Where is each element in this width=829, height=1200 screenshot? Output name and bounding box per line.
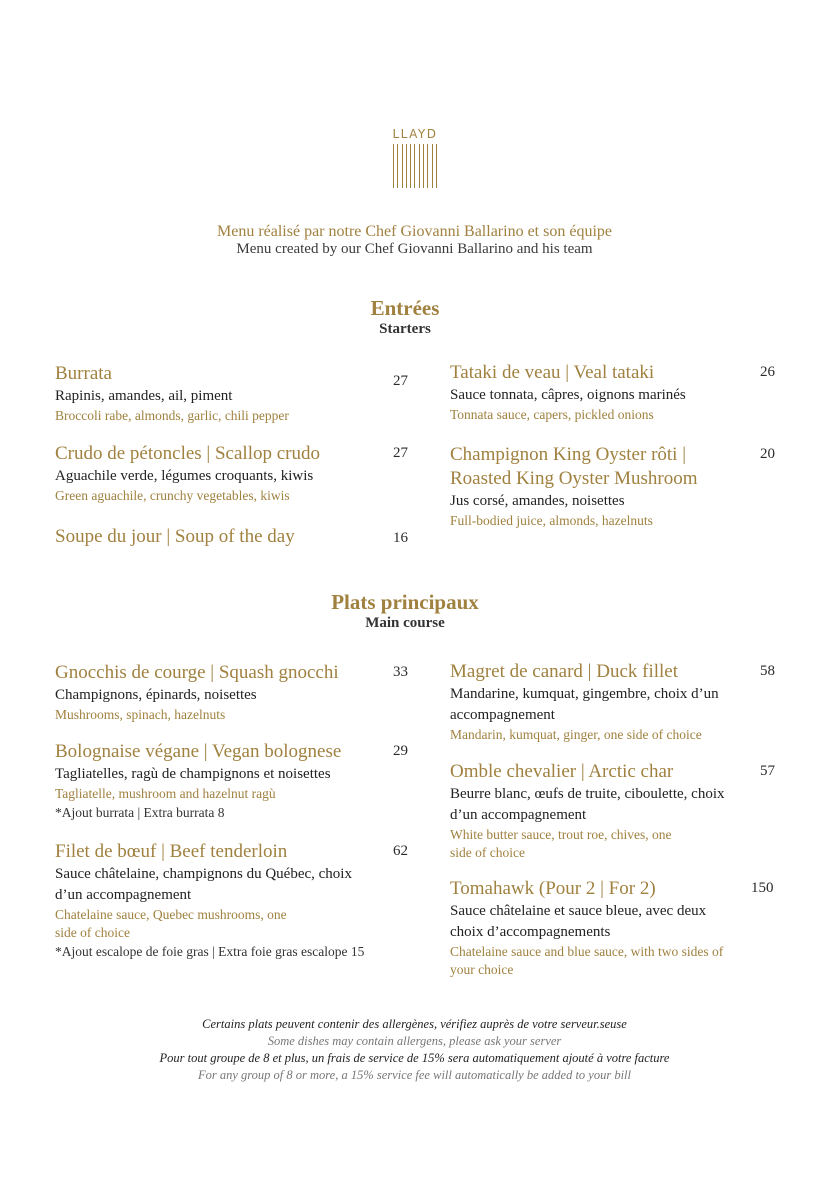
item-name: Gnocchis de courge | Squash gnocchi [55, 662, 339, 683]
item-desc-fr: Mandarine, kumquat, gingembre, choix d’un accompagnement [450, 686, 719, 723]
item-price: 27 [393, 373, 408, 389]
item-desc-en: Tonnata sauce, capers, pickled onions [450, 407, 654, 422]
menu-item-scallop-crudo [55, 442, 415, 505]
item-name: Bolognaise végane | Vegan bolognese [55, 741, 342, 762]
item-name: Burrata [55, 363, 112, 384]
item-price: 29 [393, 743, 408, 759]
item-desc-fr: Rapinis, amandes, ail, piment [55, 388, 233, 404]
item-desc-fr: Tagliatelles, ragù de champignons et noisettes [55, 766, 331, 782]
intro-en: Menu created by our Chef Giovanni Ballarino and his team [236, 241, 593, 257]
item-price: 27 [393, 445, 408, 461]
item-desc-fr: Sauce tonnata, câpres, oignons marinés [450, 387, 686, 403]
menu-item-beef-tenderloin [55, 840, 415, 961]
main-course-heading [0, 590, 810, 632]
item-desc-fr: Champignons, épinards, noisettes [55, 687, 257, 703]
item-desc-fr: Aguachile verde, légumes croquants, kiwis [55, 468, 314, 484]
item-desc-en: Tagliatelle, mushroom and hazelnut ragù [55, 786, 276, 801]
item-desc-en: Mushrooms, spinach, hazelnuts [55, 707, 226, 722]
menu-item-arctic-char [450, 760, 810, 862]
item-price: 57 [760, 763, 775, 779]
allergen-note-fr: Certains plats peuvent contenir des allergènes, vérifiez auprès de votre serveur.seuse [202, 1017, 627, 1031]
item-name: Champignon King Oyster rôti | Roasted King Oyster Mushroom [450, 444, 698, 489]
starters-heading [0, 296, 810, 338]
allergen-note-en: Some dishes may contain allergens, please ask your server [267, 1034, 562, 1048]
item-name: Filet de bœuf | Beef tenderloin [55, 841, 288, 862]
menu-intro [0, 223, 829, 258]
item-name: Tataki de veau | Veal tataki [450, 362, 655, 383]
item-price: 20 [760, 446, 775, 462]
item-desc-fr: Sauce châtelaine, champignons du Québec, choix d’un accompagnement [55, 866, 352, 903]
item-price: 150 [751, 880, 774, 896]
item-extra-option: *Ajout escalope de foie gras | Extra foie gras escalope 15 [55, 944, 365, 959]
item-desc-en: Chatelaine sauce and blue sauce, with two sides of your choice [450, 944, 724, 977]
starters-title-en: Starters [379, 321, 431, 337]
item-name: Omble chevalier | Arctic char [450, 761, 674, 782]
item-name: Crudo de pétoncles | Scallop crudo [55, 443, 320, 464]
item-desc-en: Full-bodied juice, almonds, hazelnuts [450, 513, 653, 528]
item-desc-en: White butter sauce, trout roe, chives, one side of choice [450, 827, 672, 860]
menu-item-burrata [55, 362, 415, 425]
item-name: Tomahawk (Pour 2 | For 2) [450, 878, 656, 899]
item-desc-fr: Sauce châtelaine et sauce bleue, avec deux choix d’accompagnements [450, 903, 707, 940]
service-fee-note-en: For any group of 8 or more, a 15% service fee will automatically be added to your bill [197, 1068, 632, 1082]
item-price: 62 [393, 843, 408, 859]
item-desc-en: Green aguachile, crunchy vegetables, kiwis [55, 488, 290, 503]
menu-item-king-oyster-mushroom [450, 443, 810, 530]
item-name: Magret de canard | Duck fillet [450, 661, 679, 682]
logo-wordmark: LLAYD [392, 127, 438, 141]
item-name: Soupe du jour | Soup of the day [55, 526, 295, 547]
starters-title-fr: Entrées [370, 296, 440, 320]
item-price: 33 [393, 664, 408, 680]
menu-item-veal-tataki [450, 361, 810, 424]
main-title-fr: Plats principaux [331, 590, 479, 614]
menu-item-soup-of-the-day [55, 525, 415, 549]
item-desc-fr: Jus corsé, amandes, noisettes [450, 493, 625, 509]
logo [391, 128, 439, 190]
menu-footer-notes [0, 1016, 829, 1084]
logo-bars-graphic [391, 144, 439, 188]
item-desc-fr: Beurre blanc, œufs de truite, ciboulette, choix d’un accompagnement [450, 786, 725, 823]
item-desc-en: Broccoli rabe, almonds, garlic, chili pepper [55, 408, 289, 423]
main-title-en: Main course [365, 615, 445, 631]
service-fee-note-fr: Pour tout groupe de 8 et plus, un frais de service de 15% sera automatiquement ajouté à votre facture [159, 1051, 670, 1065]
item-price: 26 [760, 364, 775, 380]
item-desc-en: Chatelaine sauce, Quebec mushrooms, one side of choice [55, 907, 287, 940]
menu-item-squash-gnocchi [55, 661, 415, 724]
item-price: 16 [393, 530, 408, 546]
intro-fr: Menu réalisé par notre Chef Giovanni Ballarino et son équipe [217, 223, 612, 240]
item-desc-en: Mandarin, kumquat, ginger, one side of choice [450, 727, 702, 742]
menu-item-vegan-bolognese [55, 740, 415, 822]
item-price: 58 [760, 663, 775, 679]
menu-item-tomahawk [450, 877, 810, 979]
menu-item-duck-fillet [450, 660, 810, 744]
item-extra-option: *Ajout burrata | Extra burrata 8 [55, 805, 225, 820]
